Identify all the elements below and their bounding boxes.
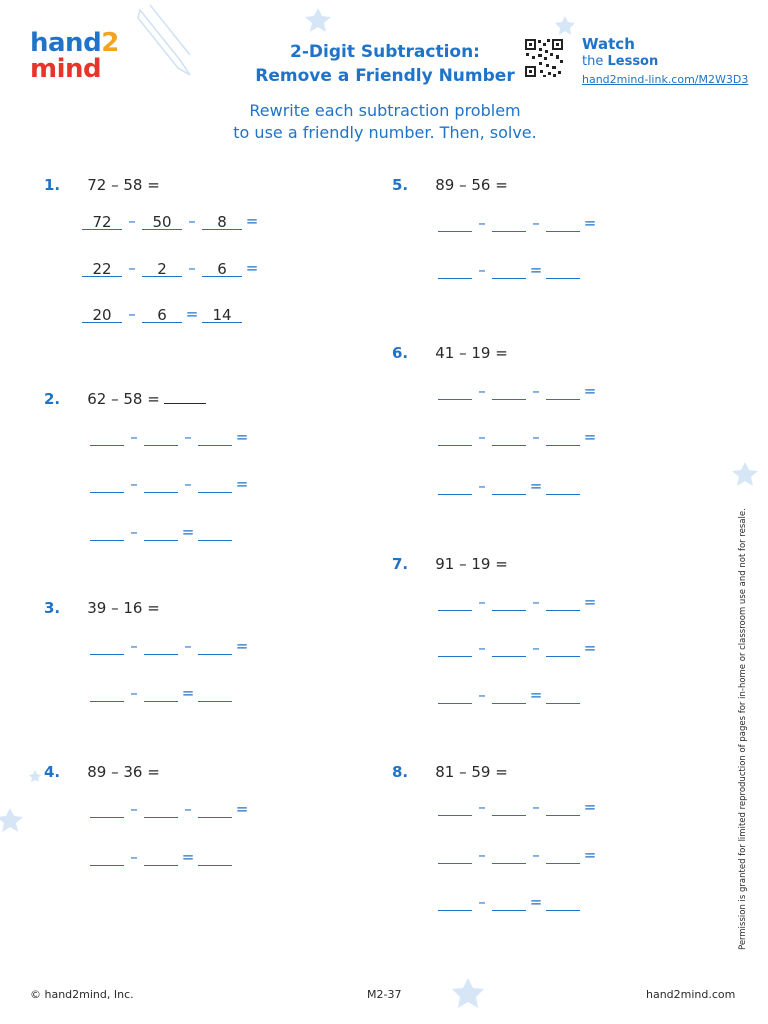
answer-blank[interactable]: [198, 685, 232, 702]
answer-row: [438, 846, 600, 864]
equals-sign: =: [245, 212, 259, 230]
answer-blank[interactable]: 22: [82, 260, 122, 277]
instructions-line1: Rewrite each subtraction problem: [249, 101, 521, 120]
minus-sign: –: [532, 639, 540, 657]
minus-sign: –: [478, 593, 486, 611]
answer-blank[interactable]: [546, 429, 580, 446]
problem-number: 5.: [392, 176, 409, 194]
answer-blank[interactable]: [90, 638, 124, 655]
answer-blank[interactable]: [492, 429, 526, 446]
minus-sign: –: [478, 428, 486, 446]
answer-row: [438, 214, 600, 232]
answer-blank[interactable]: [90, 801, 124, 818]
answer-blank[interactable]: [90, 849, 124, 866]
answer-blank[interactable]: [546, 594, 580, 611]
answer-blank[interactable]: [438, 383, 472, 400]
problem-number: 1.: [44, 176, 61, 194]
answer-blank[interactable]: 2: [142, 260, 182, 277]
minus-sign: –: [478, 639, 486, 657]
answer-row: [90, 428, 252, 446]
equals-sign: =: [235, 637, 249, 655]
example-row-1: [82, 212, 262, 230]
equals-sign: =: [583, 593, 597, 611]
equals-sign: =: [583, 846, 597, 864]
minus-sign: –: [130, 848, 138, 866]
logo-hand: hand: [30, 28, 102, 58]
logo-two: 2: [101, 28, 119, 58]
answer-blank[interactable]: [546, 687, 580, 704]
answer-row: [438, 261, 580, 279]
answer-blank[interactable]: [164, 389, 206, 404]
answer-blank[interactable]: 6: [202, 260, 242, 277]
problem-1: [44, 175, 160, 194]
equals-sign: =: [583, 382, 597, 400]
minus-sign: –: [188, 212, 196, 230]
minus-sign: –: [130, 637, 138, 655]
equals-sign: =: [529, 261, 543, 279]
problem-3: [44, 598, 160, 617]
problem-number: 2.: [44, 390, 61, 408]
problem-expression: 91 – 19 =: [435, 555, 508, 573]
answer-blank[interactable]: [144, 849, 178, 866]
answer-row: [438, 593, 600, 611]
answer-blank[interactable]: [546, 847, 580, 864]
equals-sign: =: [181, 523, 195, 541]
example-row-2: [82, 259, 262, 277]
lesson-prefix: the: [582, 54, 604, 69]
minus-sign: –: [532, 428, 540, 446]
minus-sign: –: [532, 798, 540, 816]
answer-blank[interactable]: [90, 524, 124, 541]
problem-expression: 89 – 36 =: [87, 763, 160, 781]
problem-expression: 62 – 58 =: [87, 390, 160, 408]
equals-sign: =: [583, 639, 597, 657]
minus-sign: –: [478, 893, 486, 911]
minus-sign: –: [184, 475, 192, 493]
minus-sign: –: [130, 428, 138, 446]
minus-sign: –: [478, 214, 486, 232]
minus-sign: –: [130, 800, 138, 818]
equals-sign: =: [181, 684, 195, 702]
problem-expression: 41 – 19 =: [435, 344, 508, 362]
answer-row: [438, 428, 600, 446]
problem-expression: 81 – 59 =: [435, 763, 508, 781]
problem-number: 3.: [44, 599, 61, 617]
answer-blank[interactable]: [546, 383, 580, 400]
answer-blank[interactable]: [546, 215, 580, 232]
lesson-label: Lesson: [607, 54, 659, 69]
minus-sign: –: [478, 382, 486, 400]
answer-blank[interactable]: [438, 478, 472, 495]
minus-sign: –: [532, 382, 540, 400]
equals-sign: =: [235, 428, 249, 446]
minus-sign: –: [532, 214, 540, 232]
answer-blank[interactable]: [492, 383, 526, 400]
answer-blank[interactable]: 50: [142, 213, 182, 230]
answer-row: [90, 684, 232, 702]
brand-logo: [30, 30, 119, 82]
permission-note: Permission is granted for limited reproduction of pages for in-home or classroom use and not for resale.: [738, 508, 748, 950]
answer-blank[interactable]: [144, 429, 178, 446]
answer-blank[interactable]: [198, 849, 232, 866]
problem-4: [44, 762, 160, 781]
pencil-icon: [138, 5, 190, 75]
answer-blank[interactable]: 72: [82, 213, 122, 230]
answer-row: [438, 382, 600, 400]
answer-blank[interactable]: [546, 894, 580, 911]
problem-expression: 39 – 16 =: [87, 599, 160, 617]
copyright: © hand2mind, Inc.: [30, 988, 134, 1001]
minus-sign: –: [128, 259, 136, 277]
answer-blank[interactable]: [144, 476, 178, 493]
answer-blank[interactable]: [546, 262, 580, 279]
answer-blank[interactable]: [438, 429, 472, 446]
problem-7: [392, 554, 508, 573]
minus-sign: –: [128, 212, 136, 230]
answer-blank[interactable]: [90, 476, 124, 493]
minus-sign: –: [184, 800, 192, 818]
answer-row: [90, 848, 232, 866]
minus-sign: –: [478, 846, 486, 864]
equals-sign: =: [185, 305, 199, 323]
answer-blank[interactable]: [492, 640, 526, 657]
minus-sign: –: [128, 305, 136, 323]
answer-row: [438, 686, 580, 704]
equals-sign: =: [235, 800, 249, 818]
answer-blank[interactable]: [198, 476, 232, 493]
watch-label: Watch: [582, 35, 635, 53]
site-link[interactable]: hand2mind.com: [646, 988, 736, 1001]
answer-blank[interactable]: [438, 594, 472, 611]
minus-sign: –: [532, 593, 540, 611]
answer-blank[interactable]: [198, 524, 232, 541]
answer-blank[interactable]: [546, 640, 580, 657]
equals-sign: =: [583, 798, 597, 816]
answer-blank[interactable]: [546, 799, 580, 816]
answer-blank[interactable]: [492, 478, 526, 495]
answer-row: [90, 800, 252, 818]
answer-blank[interactable]: [198, 429, 232, 446]
answer-row: [90, 523, 232, 541]
answer-blank[interactable]: [90, 685, 124, 702]
answer-blank[interactable]: 20: [82, 306, 122, 323]
problem-number: 8.: [392, 763, 409, 781]
answer-blank[interactable]: [492, 799, 526, 816]
watch-lesson[interactable]: [582, 35, 748, 89]
answer-blank[interactable]: [438, 894, 472, 911]
problem-6: [392, 343, 508, 362]
equals-sign: =: [529, 477, 543, 495]
answer-blank[interactable]: [492, 894, 526, 911]
equals-sign: =: [583, 214, 597, 232]
minus-sign: –: [478, 798, 486, 816]
minus-sign: –: [478, 686, 486, 704]
answer-blank[interactable]: [438, 687, 472, 704]
answer-blank[interactable]: [492, 847, 526, 864]
equals-sign: =: [235, 475, 249, 493]
problem-number: 6.: [392, 344, 409, 362]
answer-blank[interactable]: [144, 524, 178, 541]
answer-blank[interactable]: [90, 429, 124, 446]
problem-expression: 89 – 56 =: [435, 176, 508, 194]
minus-sign: –: [130, 475, 138, 493]
title-line2: Remove a Friendly Number: [255, 66, 515, 86]
minus-sign: –: [184, 637, 192, 655]
problem-5: [392, 175, 508, 194]
answer-blank[interactable]: [198, 638, 232, 655]
instructions-line2: to use a friendly number. Then, solve.: [233, 123, 537, 142]
equals-sign: =: [181, 848, 195, 866]
problem-8: [392, 762, 508, 781]
answer-blank[interactable]: [546, 478, 580, 495]
answer-row: [438, 893, 580, 911]
answer-row: [438, 477, 580, 495]
answer-blank[interactable]: 6: [142, 306, 182, 323]
minus-sign: –: [184, 428, 192, 446]
minus-sign: –: [188, 259, 196, 277]
minus-sign: –: [130, 684, 138, 702]
answer-row: [438, 639, 600, 657]
answer-blank[interactable]: [492, 262, 526, 279]
answer-blank[interactable]: [438, 640, 472, 657]
minus-sign: –: [478, 261, 486, 279]
answer-blank[interactable]: [198, 801, 232, 818]
qr-code-icon[interactable]: [524, 38, 564, 78]
lesson-link[interactable]: hand2mind-link.com/M2W3D3: [582, 73, 749, 86]
minus-sign: –: [478, 477, 486, 495]
example-row-3: [82, 305, 242, 323]
equals-sign: =: [529, 893, 543, 911]
answer-blank[interactable]: [492, 687, 526, 704]
title-line1: 2-Digit Subtraction:: [290, 42, 480, 62]
answer-blank[interactable]: [492, 594, 526, 611]
minus-sign: –: [532, 846, 540, 864]
equals-sign: =: [583, 428, 597, 446]
minus-sign: –: [130, 523, 138, 541]
answer-row: [90, 637, 252, 655]
page-code: M2-37: [367, 988, 402, 1001]
answer-blank[interactable]: [144, 685, 178, 702]
answer-blank[interactable]: [438, 262, 472, 279]
answer-blank[interactable]: [438, 847, 472, 864]
answer-blank[interactable]: 14: [202, 306, 242, 323]
answer-blank[interactable]: [438, 215, 472, 232]
equals-sign: =: [245, 259, 259, 277]
problem-number: 7.: [392, 555, 409, 573]
equals-sign: =: [529, 686, 543, 704]
problem-expression: 72 – 58 =: [87, 176, 160, 194]
answer-blank[interactable]: [144, 638, 178, 655]
problem-2: [44, 389, 206, 408]
answer-row: [90, 475, 252, 493]
logo-mind: mind: [30, 54, 102, 84]
instructions: [150, 100, 620, 144]
answer-blank[interactable]: [492, 215, 526, 232]
answer-blank[interactable]: [438, 799, 472, 816]
answer-row: [438, 798, 600, 816]
answer-blank[interactable]: [144, 801, 178, 818]
page-title: [200, 40, 570, 88]
answer-blank[interactable]: 8: [202, 213, 242, 230]
problem-number: 4.: [44, 763, 61, 781]
